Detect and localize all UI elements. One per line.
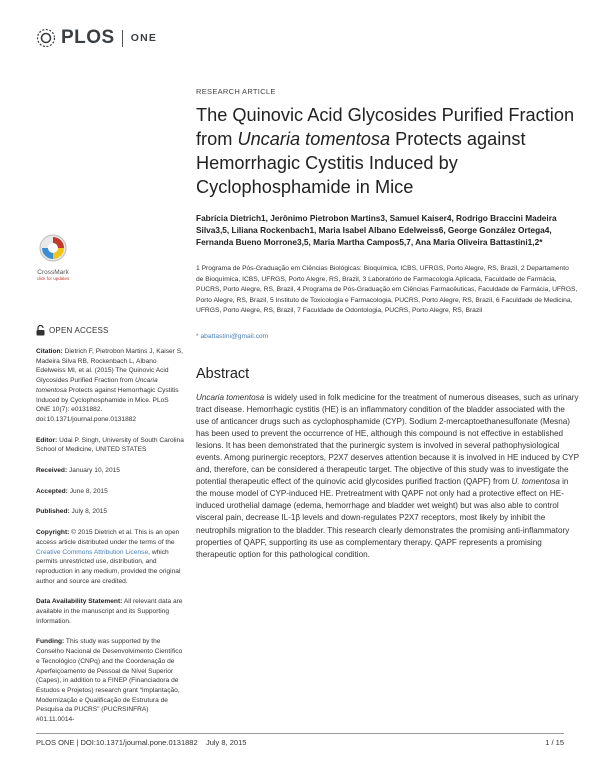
journal-logo [36,26,157,50]
logo-text: PLOS [61,27,115,48]
crossmark-icon [38,233,68,263]
funding-block: Funding: This study was supported by the Conselho Nacional de Desenvolvimento Científico e Tecnológico (CNPq) and the Coordenação de Aperfeiçoamento de Pessoal de Nível Superior (Capes), in addition to a FINEP (Financiadora de Estudos e Projetos) research grant “Implantação, Modernização e Qualificação de Estrutura de Pesquisa da PUCRS” (PUCRSINFRA) #01.11.0014- [36,638,183,724]
abstract-heading: Abstract [196,366,250,382]
accepted-date: Accepted: June 8, 2015 [36,487,108,495]
author-list: Fabrícia Dietrich1, Jerônimo Pietrobon Martins3, Samuel Kaiser4, Rodrigo Braccini Madeira Silva3,5, Liliana Rockenbach1, Maria Isabel Albano Edelweiss6, George González Ortega4, Fernanda Bueno Morrone3,5, Maria Martha Campos5,7, Ana Maria Oliveira Battastini1,2* [196,213,557,248]
article-type: RESEARCH ARTICLE [196,87,276,96]
plos-logo-icon [36,28,56,48]
crossmark-badge[interactable] [36,233,70,281]
corresponding-email-link[interactable]: * abattastini@gmail.com [196,333,269,340]
open-access-label: OPEN ACCESS [49,325,109,335]
footer-citation: PLOS ONE | DOI:10.1371/journal.pone.0131882 July 8, 2015 [36,738,247,747]
footer-divider [36,733,564,734]
crossmark-label: CrossMark [37,269,69,276]
affiliations: 1 Programa de Pós-Graduação em Ciências Biológicas: Bioquímica, ICBS, UFRGS, Porto Alegre, RS, Brazil, 2 Departamento de Bioquímica, ICBS, UFRGS, Porto Alegre, RS, Brazil, 3 Laboratório de Farmacologia Aplicada, Faculdade de Farmácia, PUCRS, Porto Alegre, RS, Brazil, 4 Programa de Pós-Graduação em Ciências Farmacêuticas, Faculdade de Farmácia, UFRGS, Porto Alegre, RS, Brazil, 5 Instituto de Toxicologia e Farmacologia, PUCRS, Porto Alegre, RS, Brazil, 6 Faculdade de Medicina, UFRGS, Porto Alegre, RS, Brazil, 7 Faculdade de Odontologia, PUCRS, Porto Alegre, RS, Brazil [196,265,578,315]
article-title: The Quinovic Acid Glycosides Purified Fraction from Uncaria tomentosa Protects against Hemorrhagic Cystitis Induced by Cyclophosphamide in Mice [196,105,575,197]
published-date: Published: July 8, 2015 [36,508,108,516]
copyright-block: Copyright: © 2015 Dietrich et al. This is an open access article distributed under the terms of the Creative Commons Attribution License, which permits unrestricted use, distribution, and reproduction in any medium, provided the original author and source are credited. [36,529,181,585]
editor-block: Editor: Udai P. Singh, University of South Carolina School of Medicine, UNITED STATES [36,436,184,454]
page-number: 1 / 15 [545,738,564,747]
license-link[interactable]: Creative Commons Attribution License [36,548,149,556]
crossmark-subtitle: click for updates [36,276,70,281]
open-access-badge [36,325,184,336]
data-availability-block: Data Availability Statement: All relevant data are available in the manuscript and its Supporting Information. [36,598,183,625]
received-date: Received: January 10, 2015 [36,467,120,475]
open-lock-icon [36,325,45,336]
abstract-text: Uncaria tomentosa is widely used in folk medicine for the treatment of numerous diseases, such as urinary tract disease. Hemorrhagic cystitis (HE) is an inflammatory condition of the bladder associated with the use of anticancer drugs such as cyclophosphamide (CYP). Sodium 2-mercaptoethanesulfonate (Mesna) has been used to prevent the occurrence of HE, although this compound is not effective in established lesions. It has been demonstrated that the purinergic system is involved in several pathophysiological events. Among purinergic receptors, P2X7 deserves attention because it is involved in HE induced by CYP and, therefore, can be considered a therapeutic target. The objective of this study was to investigate the potential therapeutic effect of the quinovic acid glycosides purified fraction (QAPF) from U. tomentosa in the mouse model of CYP-induced HE. Pretreatment with QAPF not only had a protective effect on HE-induced urothelial damage (edema, hemorrhage and bladder wet weight) but was also able to control visceral pain, decrease IL-1β levels and down-regulates P2X7 receptors, most likely by inhibit the neutrophils migration to the bladder. This research clearly demonstrates the promising anti-inflammatory properties of QAPF, supporting its use as complementary therapy. QAPF represents a promising therapeutic option for this pathological condition. [196,393,579,559]
citation-block: Citation: Dietrich F, Pietrobon Martins J, Kaiser S, Madeira Silva RB, Rockenbach L, Albano Edelweiss MI, et al. (2015) The Quinovic Acid Glycosides Purified Fraction from Uncaria tomentosa Protects against Hemorrhagic Cystitis Induced by Cyclophosphamide in Mice. PLoS ONE 10(7): e0131882. doi:10.1371/journal.pone.0131882 [36,348,183,423]
logo-divider [122,30,123,47]
article-metadata-sidebar [36,325,184,736]
journal-label: ONE [130,32,158,44]
